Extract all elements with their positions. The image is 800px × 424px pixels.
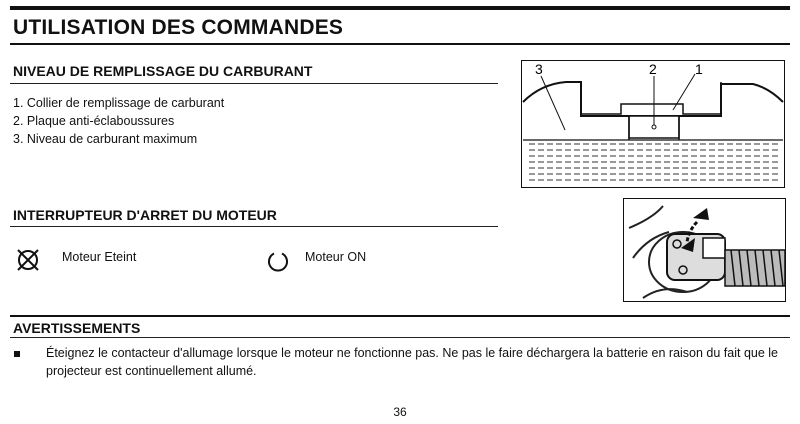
- warning-text: Éteignez le contacteur d'allumage lorsque le moteur ne fonctionne pas. Ne pas le faire déchargera la batterie en raison du fait que le projecteur est continuellement allumé.: [46, 346, 779, 378]
- engine-stop-heading: INTERRUPTEUR D'ARRET DU MOTEUR: [13, 207, 277, 223]
- fuel-level-list: [13, 94, 224, 148]
- callout-1: 1: [695, 61, 703, 77]
- engine-off-label: Moteur Eteint: [62, 250, 137, 264]
- handlebar-switch-figure: [623, 198, 786, 302]
- crossed-circle-icon: [16, 248, 40, 272]
- warnings-heading: AVERTISSEMENTS: [13, 320, 141, 336]
- page-title: UTILISATION DES COMMANDES: [13, 16, 344, 39]
- engine-on-label: Moteur ON: [305, 250, 367, 264]
- warnings-top-rule: [10, 315, 790, 317]
- engine-stop-rule: [10, 226, 498, 227]
- warnings-rule: [10, 337, 790, 338]
- title-rule: [10, 43, 790, 45]
- list-item: 1. Collier de remplissage de carburant: [13, 96, 225, 110]
- list-item: 2. Plaque anti-éclaboussures: [13, 114, 175, 128]
- open-circle-icon: [266, 250, 290, 274]
- callout-2: 2: [649, 61, 657, 77]
- fuel-level-rule: [10, 83, 498, 84]
- page-number: 36: [393, 405, 407, 419]
- fuel-tank-figure: [521, 60, 785, 188]
- bullet-icon: [14, 351, 20, 357]
- list-item: 3. Niveau de carburant maximum: [13, 132, 198, 146]
- fuel-level-heading: NIVEAU DE REMPLISSAGE DU CARBURANT: [13, 63, 313, 79]
- top-rule: [10, 6, 790, 10]
- callout-3: 3: [535, 61, 543, 77]
